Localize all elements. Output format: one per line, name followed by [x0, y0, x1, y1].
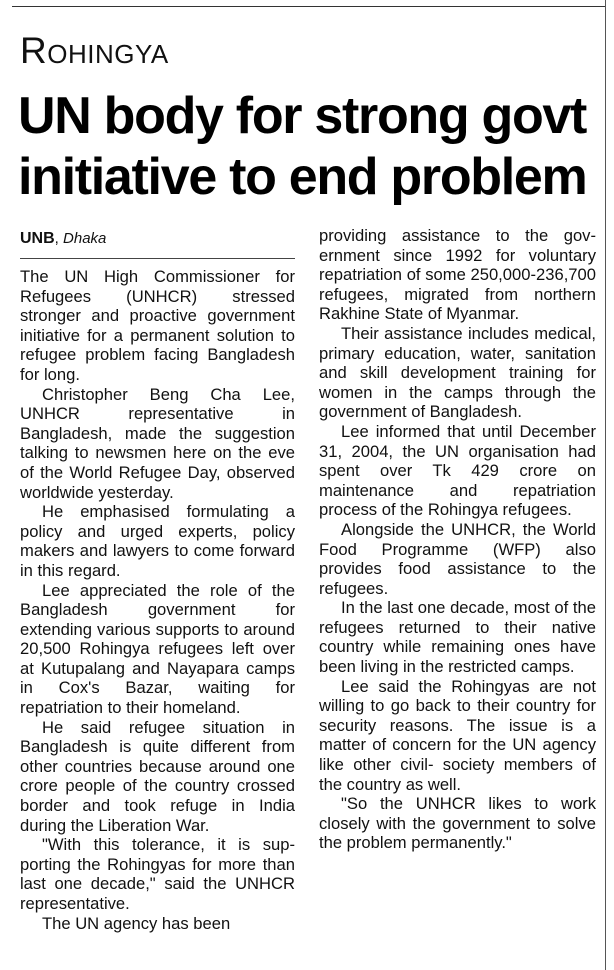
paragraph: In the last one decade, most of the refugees returned to their native country while remaining ones have been living in the restricted camps. — [319, 598, 596, 677]
paragraph: He emphasised formulating a policy and urged experts, policy makers and lawyers to come forward in this regard. — [20, 502, 295, 580]
paragraph: Lee appreciated the role of the Bangladesh government for extending various supports to around 20,500 Rohingya refugees left over at Kutupalang and Nayapara camps in Cox's Bazar, waiting for repatriation to their homeland. — [20, 580, 295, 718]
byline-separator: , — [54, 230, 64, 247]
paragraph: The UN agency has been — [42, 913, 231, 933]
paragraph: "With this tolerance, it is supporting the Rohingyas for more than last one decade," said the UNHCR representative. — [20, 835, 295, 913]
article-column-left — [20, 226, 295, 933]
paragraph: Their assistance includes medical, primary education, water, sanitation and skill development training for women in the camps through the government of Bangladesh. — [319, 323, 596, 422]
headline-line-2: initiative to end problem — [18, 148, 587, 206]
paragraph: He said refugee situation in Bangladesh is quite different from other countries because around one crore people of the country crossed border and took refuge in India during the Liberation War. — [20, 717, 295, 835]
right-column-rule — [605, 0, 606, 970]
headline — [18, 86, 603, 208]
paragraph: Lee informed that until December 31, 2004, the UN organisation had spent over Tk 429 crore on maintenance and repatriation process of the Rohingya refugees. — [319, 421, 596, 520]
byline-place: Dhaka — [63, 230, 107, 247]
headline-line-1: UN body for strong govt — [18, 87, 587, 145]
byline — [20, 226, 295, 259]
paragraph: providing assistance to the government since 1992 for voluntary repatriation of some 250,000-236,700 refugees, migrated from northern Rakhine State of Myanmar. — [319, 226, 596, 324]
section-kicker: Rohingya — [20, 30, 169, 71]
paragraph: Christopher Beng Cha Lee, UNHCR representative in Bangladesh, made the suggestion talking to newsmen here on the eve of the World Refugee Day, observed worldwide yesterday. — [20, 384, 295, 502]
paragraph: Alongside the UNHCR, the World Food Programme (WFP) also provides food assistance to the refugees. — [319, 519, 596, 598]
top-rule — [12, 6, 606, 7]
article-column-right — [319, 226, 596, 853]
byline-agency: UNB — [20, 230, 55, 247]
paragraph: Lee said the Rohingyas are not willing to go back to their country for security reasons. The issue is a matter of concern for the UN agency like other civil- society members of the country as well. — [319, 676, 596, 794]
paragraph: The UN High Commissioner for Refugees (UNHCR) stressed stronger and proactive government initiative for a permanent solution to refugee problem facing Bangladesh for long. — [20, 267, 295, 384]
paragraph: "So the UNHCR likes to work closely with the government to solve the problem permanently." — [319, 794, 596, 853]
